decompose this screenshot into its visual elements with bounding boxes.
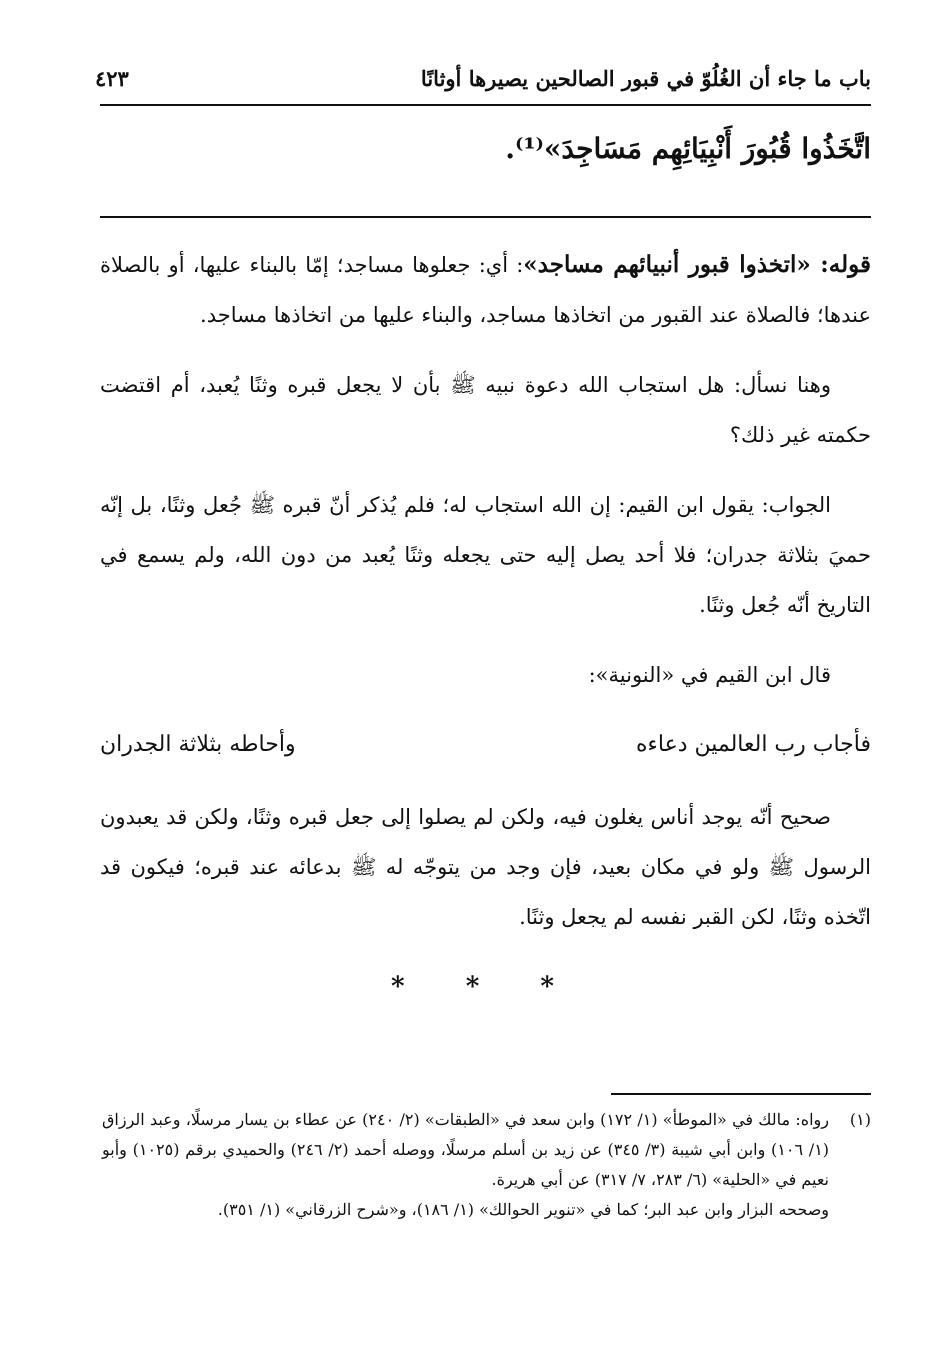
commentary-body (100, 240, 871, 1012)
page-number: ٤٢٣ (95, 65, 129, 91)
quoted-phrase: قوله: «اتخذوا قبور أنبيائهم مساجد» (523, 251, 871, 278)
hadith-text: اتَّخَذُوا قُبُورَ أَنْبِيَائِهِم مَسَاجِدَ»⁽¹⁾. (505, 132, 871, 165)
section-rule (100, 216, 871, 218)
header-rule (100, 104, 871, 106)
footnote-number: (١) (849, 1110, 871, 1129)
paragraph-text: : أي: جعلوها مساجد؛ إمّا بالبناء عليها، أو بالصلاة عندها؛ فالصلاة عند القبور من اتخاذها مساجد، والبناء عليها من اتخاذها مساجد. (100, 253, 871, 327)
footnote-continuation: وصححه البزار وابن عبد البر؛ كما في «تنوير الحوالك» (١/ ١٨٦)، و«شرح الزرقاني» (١/ ٣٥١). (217, 1200, 829, 1219)
section-separator: * * * (391, 972, 580, 1002)
verse-first-hemistich: فأجاب رب العالمين دعاءه (636, 732, 871, 757)
footnote-text: رواه: مالك في «الموطأ» (١/ ١٧٢) وابن سعد في «الطبقات» (٢/ ٢٤٠) عن عطاء بن يسار مرسلًا، وعبد الرزاق (١/ ١٠٦) وابن أبي شيبة (٣/ ٣٤٥) عن زيد بن أسلم مرسلًا، ووصله أحمد (٢/ ٢٤٦) والحميدي برقم (١٠٢٥) وأبو نعيم في «الحلية» (٦/ ٢٨٣، ٧/ ٣١٧) عن أبي هريرة. (102, 1110, 830, 1189)
footnote-rule (611, 1093, 871, 1095)
verse-second-hemistich: وأحاطه بثلاثة الجدران (100, 732, 296, 757)
poetry-verse (100, 720, 871, 770)
footnote (102, 1105, 871, 1195)
paragraph: قال ابن القيم في «النونية»: (588, 663, 831, 687)
paragraph: الجواب: يقول ابن القيم: إن الله استجاب له؛ فلم يُذكر أنّ قبره ﷺ جُعل وثنًا، بل إنّه حميَ بثلاثة جدران؛ فلا أحد يصل إليه حتى يجعله وثنًا يُعبد من دون الله، ولم يسمع في التاريخ أنّه جُعل وثنًا. (100, 493, 871, 617)
running-header (95, 58, 871, 98)
chapter-title: باب ما جاء أن الغُلُوّ في قبور الصالحين يصيرها أوثانًا (420, 65, 871, 91)
footnotes (102, 1105, 871, 1225)
paragraph (100, 240, 871, 340)
paragraph: صحيح أنّه يوجد أناس يغلون فيه، ولكن لم يصلوا إلى جعل قبره وثنًا، ولكن قد يعبدون الرسول ﷺ ولو في مكان بعيد، فإن وجد من يتوجّه له ﷺ بدعائه عند قبره؛ فيكون قد اتّخذه وثنًا، لكن القبر نفسه لم يجعل وثنًا. (100, 805, 871, 929)
paragraph: وهنا نسأل: هل استجاب الله دعوة نبيه ﷺ بأن لا يجعل قبره وثنًا يُعبد، أم اقتضت حكمته غير ذلك؟ (100, 373, 871, 447)
